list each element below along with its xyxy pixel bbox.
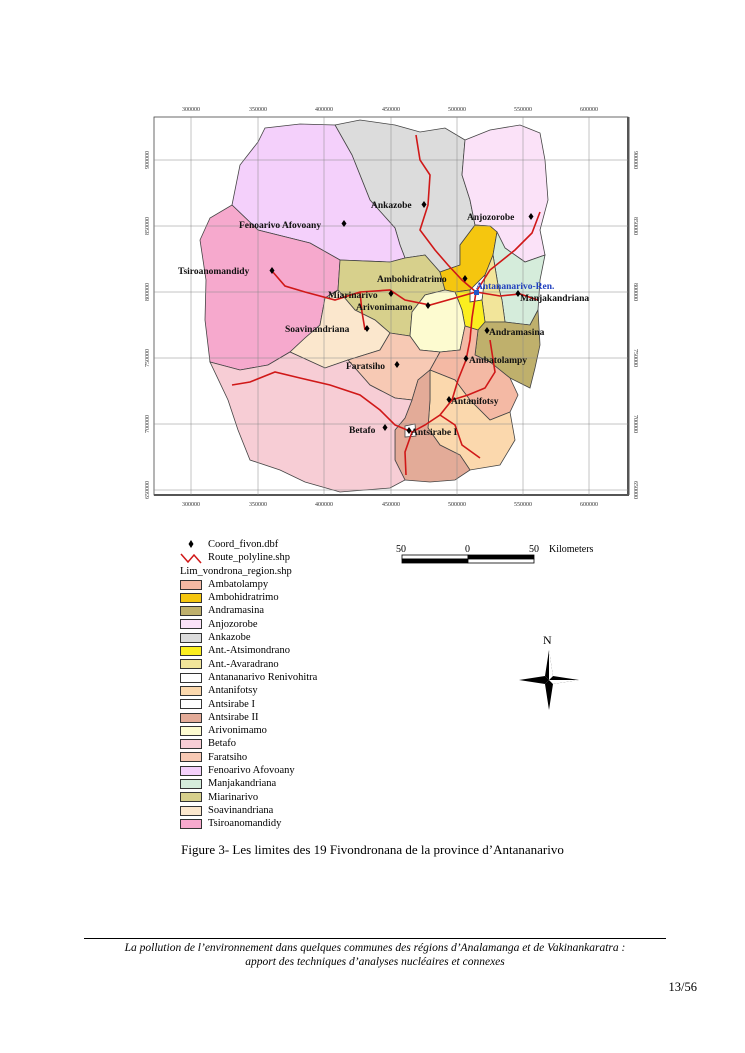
- legend-item-label: Antananarivo Renivohitra: [208, 671, 318, 683]
- label-fenoarivo-afovoany: Fenoarivo Afovoany: [239, 221, 322, 231]
- legend-item: [180, 684, 317, 697]
- legend-item: [180, 724, 317, 737]
- label-tsiroanomandidy: Tsiroanomandidy: [178, 267, 250, 277]
- diamond-icon: [180, 538, 202, 551]
- legend-item-label: Arivonimamo: [208, 725, 267, 737]
- footer-rule: [84, 938, 666, 939]
- tick-y-right-1: 850000: [632, 217, 638, 235]
- legend-item-label: Betafo: [208, 738, 236, 750]
- footer-line-1: La pollution de l’environnement dans quelques communes des régions d’Analamanga et de Vakinankaratra :: [124, 942, 626, 954]
- legend-item-label: Anjozorobe: [208, 618, 258, 630]
- tick-y-left-0: 900000: [145, 151, 151, 169]
- tick-x-top-1: 350000: [249, 107, 267, 113]
- legend-swatch: [180, 580, 202, 590]
- legend-points-row: [180, 538, 317, 551]
- tick-x-bottom-2: 400000: [315, 502, 333, 508]
- legend-item: [180, 737, 317, 750]
- legend-swatch: [180, 713, 202, 723]
- tick-y-left-5: 650000: [145, 481, 151, 499]
- north-label: N: [543, 633, 552, 647]
- label-andramasina: Andramasina: [489, 328, 545, 338]
- legend-item-label: Faratsiho: [208, 751, 248, 763]
- label-ambatolampy: Ambatolampy: [469, 356, 528, 366]
- label-arivonimamo: Arivonimamo: [356, 303, 413, 313]
- legend-item: [180, 764, 317, 777]
- legend-swatch: [180, 726, 202, 736]
- label-antananarivo-ren: Antananarivo-Ren.: [476, 282, 555, 292]
- legend-item: [180, 644, 317, 657]
- legend-swatch: [180, 766, 202, 776]
- tick-y-right-0: 900000: [632, 151, 638, 169]
- legend-item: [180, 817, 317, 830]
- scale-label-zero: 0: [465, 544, 470, 555]
- legend-item-label: Soavinandriana: [208, 804, 274, 816]
- tick-x-bottom-4: 500000: [448, 502, 466, 508]
- label-ambohidratrimo: Ambohidratrimo: [377, 275, 447, 285]
- label-ankazobe: Ankazobe: [371, 201, 412, 211]
- legend-swatch: [180, 806, 202, 816]
- label-antanifotsy: Antanifotsy: [451, 397, 499, 407]
- tick-x-top-2: 400000: [315, 107, 333, 113]
- legend-item-label: Ambohidratrimo: [208, 592, 279, 604]
- label-anjozorobe: Anjozorobe: [467, 213, 515, 223]
- legend-regions-heading: [180, 565, 317, 578]
- label-faratsiho: Faratsiho: [346, 362, 386, 372]
- legend-item-label: Antsirabe I: [208, 698, 255, 710]
- legend-swatch: [180, 792, 202, 802]
- legend-item: [180, 698, 317, 711]
- legend-item: [180, 751, 317, 764]
- tick-y-left-4: 700000: [145, 415, 151, 433]
- legend-item: [180, 618, 317, 631]
- legend-item-label: Miarinarivo: [208, 791, 259, 803]
- legend-item-label: Andramasina: [208, 605, 264, 617]
- legend-item: [180, 671, 317, 684]
- tick-x-top-6: 600000: [580, 107, 598, 113]
- page-number: 13/56: [668, 980, 697, 994]
- legend-item-label: Manjakandriana: [208, 778, 277, 790]
- tick-y-left-3: 750000: [145, 349, 151, 367]
- legend-item-label: Ambatolampy: [208, 578, 269, 590]
- legend-item-label: Antsirabe II: [208, 711, 259, 723]
- scale-bar: [396, 544, 594, 563]
- scale-label-right: 50: [529, 544, 539, 555]
- legend-item: [180, 804, 317, 817]
- tick-x-top-0: 300000: [182, 107, 200, 113]
- legend-item-label: Ant.-Avaradrano: [208, 658, 279, 670]
- legend-item-label: Ankazobe: [208, 632, 251, 644]
- label-antsirabe-i: Antsirabe I: [411, 428, 458, 438]
- legend-regions-label: Lim_vondrona_region.shp: [180, 565, 292, 577]
- tick-x-top-3: 450000: [382, 107, 400, 113]
- map-legend: [180, 538, 317, 831]
- north-arrow-icon: [519, 633, 579, 710]
- legend-swatch: [180, 819, 202, 829]
- legend-lines-row: [180, 551, 317, 564]
- tick-y-right-2: 800000: [632, 283, 638, 301]
- label-soavinandriana: Soavinandriana: [285, 325, 350, 335]
- tick-x-bottom-5: 550000: [514, 502, 532, 508]
- legend-swatch: [180, 659, 202, 669]
- legend-item: [180, 791, 317, 804]
- legend-swatch: [180, 593, 202, 603]
- legend-lines-label: Route_polyline.shp: [208, 552, 290, 564]
- tick-x-bottom-0: 300000: [182, 502, 200, 508]
- legend-swatch: [180, 633, 202, 643]
- tick-y-right-3: 750000: [632, 349, 638, 367]
- legend-item: [180, 578, 317, 591]
- label-miarinarivo: Miarinarivo: [328, 291, 378, 301]
- scale-label-left: 50: [396, 544, 406, 555]
- legend-swatch: [180, 752, 202, 762]
- tick-x-bottom-1: 350000: [249, 502, 267, 508]
- legend-item-label: Tsiroanomandidy: [208, 818, 282, 830]
- legend-swatch: [180, 673, 202, 683]
- legend-item: [180, 591, 317, 604]
- legend-points-label: Coord_fivon.dbf: [208, 539, 279, 550]
- legend-swatch: [180, 779, 202, 789]
- label-betafo: Betafo: [349, 426, 376, 436]
- legend-swatch: [180, 699, 202, 709]
- legend-swatch: [180, 606, 202, 616]
- legend-item-label: Ant.-Atsimondrano: [208, 645, 290, 657]
- legend-swatch: [180, 739, 202, 749]
- legend-item-label: Fenoarivo Afovoany: [208, 765, 295, 777]
- tick-y-right-4: 700000: [632, 415, 638, 433]
- tick-x-top-5: 550000: [514, 107, 532, 113]
- legend-item: [180, 658, 317, 671]
- scale-unit: Kilometers: [549, 544, 594, 555]
- tick-x-top-4: 500000: [448, 107, 466, 113]
- legend-item: [180, 631, 317, 644]
- tick-y-left-1: 850000: [145, 217, 151, 235]
- tick-y-right-5: 650000: [632, 481, 638, 499]
- legend-item: [180, 777, 317, 790]
- legend-item: [180, 711, 317, 724]
- tick-x-bottom-3: 450000: [382, 502, 400, 508]
- legend-item-label: Antanifotsy: [208, 685, 258, 697]
- figure-caption: Figure 3- Les limites des 19 Fivondronana de la province d’Antananarivo: [181, 842, 564, 857]
- label-manjakandriana: Manjakandriana: [520, 294, 590, 304]
- legend-item: [180, 604, 317, 617]
- legend-swatch: [180, 619, 202, 629]
- legend-swatch: [180, 646, 202, 656]
- tick-x-bottom-6: 600000: [580, 502, 598, 508]
- page-footer: [84, 941, 666, 969]
- tick-y-left-2: 800000: [145, 283, 151, 301]
- legend-swatch: [180, 686, 202, 696]
- road-line-icon: [180, 551, 202, 564]
- footer-line-2: apport des techniques d’analyses nucléaires et connexes: [245, 956, 505, 968]
